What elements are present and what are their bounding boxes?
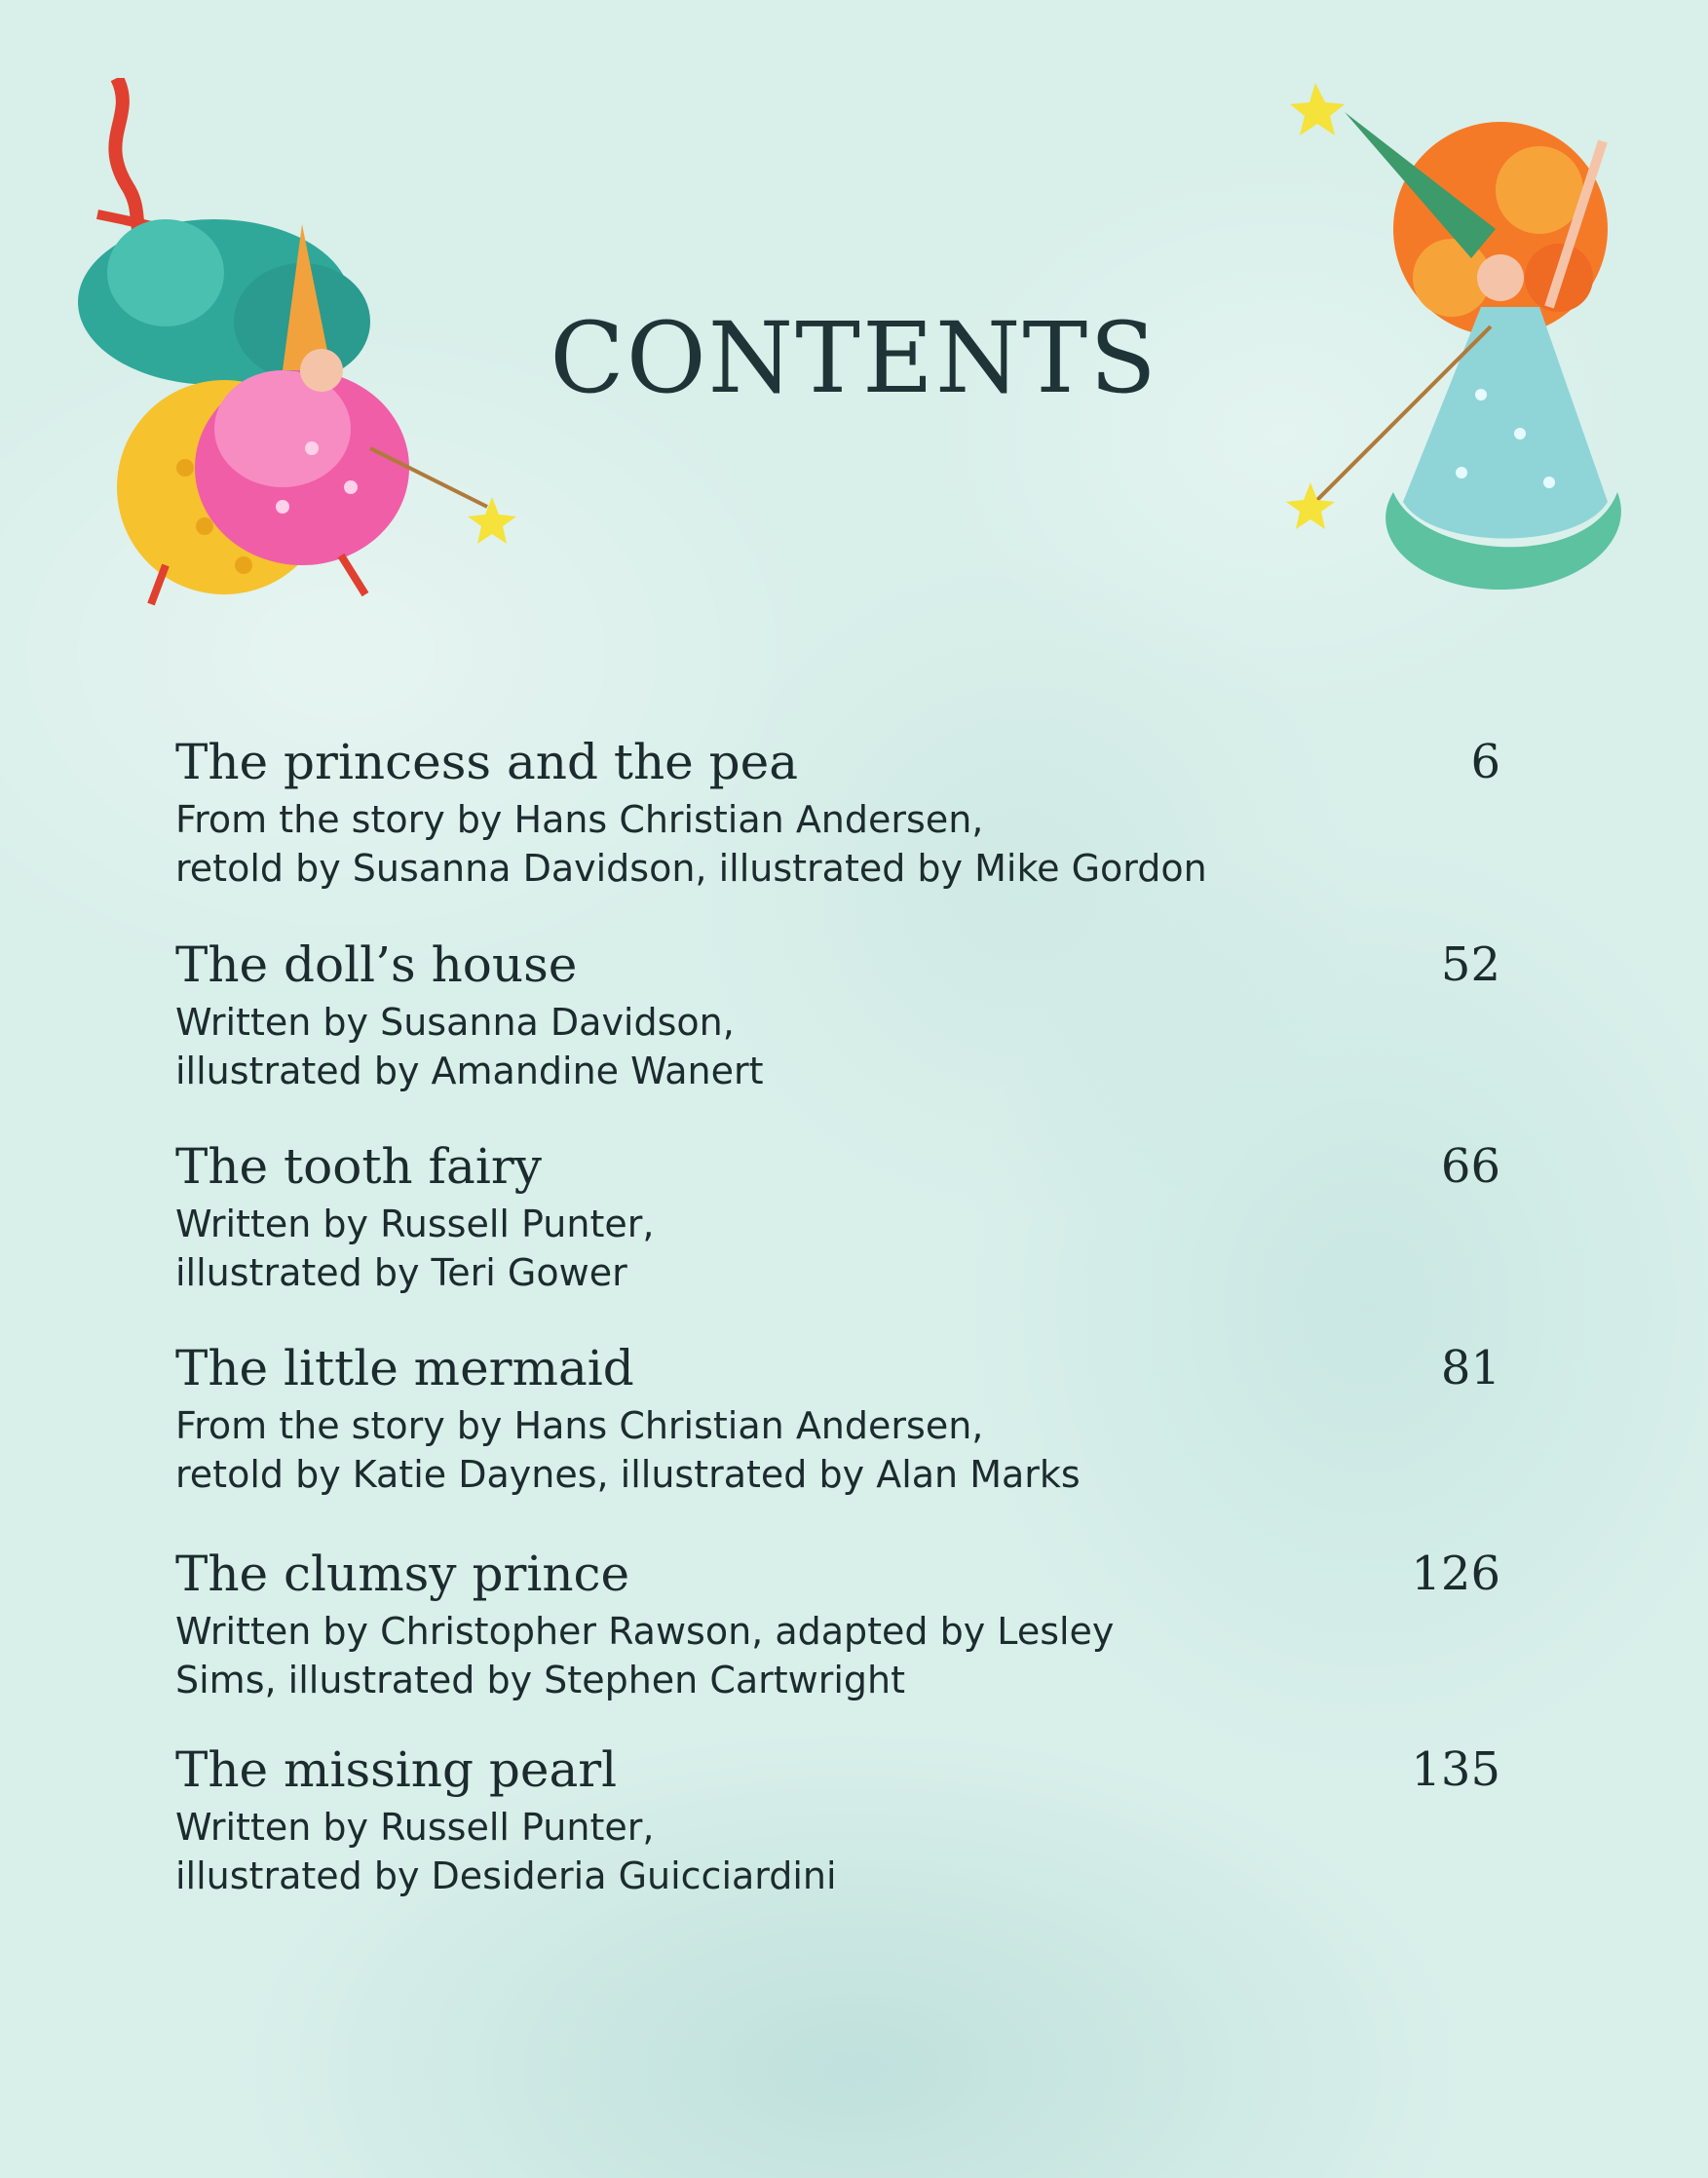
toc-entry: [175, 733, 1500, 893]
entry-title: The missing pearl: [175, 1741, 618, 1798]
entry-page-number: 52: [1440, 937, 1500, 992]
entry-page-number: 66: [1440, 1139, 1500, 1194]
entry-credit-line: From the story by Hans Christian Andersen,: [175, 798, 984, 841]
entry-page-number: 81: [1440, 1341, 1500, 1395]
entry-credit-line: retold by Susanna Davidson, illustrated by Mike Gordon: [175, 847, 1207, 890]
entry-credit-line: From the story by Hans Christian Andersen,: [175, 1404, 984, 1447]
entry-credit-line: Written by Russell Punter,: [175, 1806, 655, 1849]
toc-entry: [175, 1339, 1500, 1499]
entry-credit: [175, 795, 1500, 893]
entry-title: The princess and the pea: [175, 734, 799, 790]
entry-title: The little mermaid: [175, 1340, 634, 1396]
entry-credit: [175, 998, 1500, 1095]
entry-credit: [175, 1607, 1500, 1704]
entry-page-number: 6: [1470, 735, 1500, 789]
toc-entry: [175, 1545, 1500, 1704]
entry-credit-line: illustrated by Teri Gower: [175, 1251, 627, 1294]
page-title: CONTENTS: [550, 301, 1158, 415]
entry-title: The doll’s house: [175, 936, 578, 993]
entry-credit-line: illustrated by Amandine Wanert: [175, 1050, 764, 1092]
entry-credit-line: retold by Katie Daynes, illustrated by Alan Marks: [175, 1453, 1081, 1496]
entry-page-number: 126: [1411, 1547, 1500, 1601]
entry-credit-line: Written by Christopher Rawson, adapted by Lesley: [175, 1610, 1115, 1653]
entry-title: The clumsy prince: [175, 1546, 630, 1602]
toc-entry: [175, 1137, 1500, 1297]
entry-credit: [175, 1200, 1500, 1297]
entry-credit: [175, 1401, 1500, 1499]
toc-entry: [175, 936, 1500, 1095]
entry-credit-line: Written by Russell Punter,: [175, 1203, 655, 1245]
entry-credit-line: Written by Susanna Davidson,: [175, 1001, 735, 1044]
toc-entry: [175, 1740, 1500, 1900]
entry-credit-line: illustrated by Desideria Guicciardini: [175, 1854, 837, 1897]
entry-credit: [175, 1803, 1500, 1900]
entry-title: The tooth fairy: [175, 1138, 542, 1195]
entry-credit-line: Sims, illustrated by Stephen Cartwright: [175, 1659, 906, 1701]
entry-page-number: 135: [1411, 1742, 1500, 1797]
